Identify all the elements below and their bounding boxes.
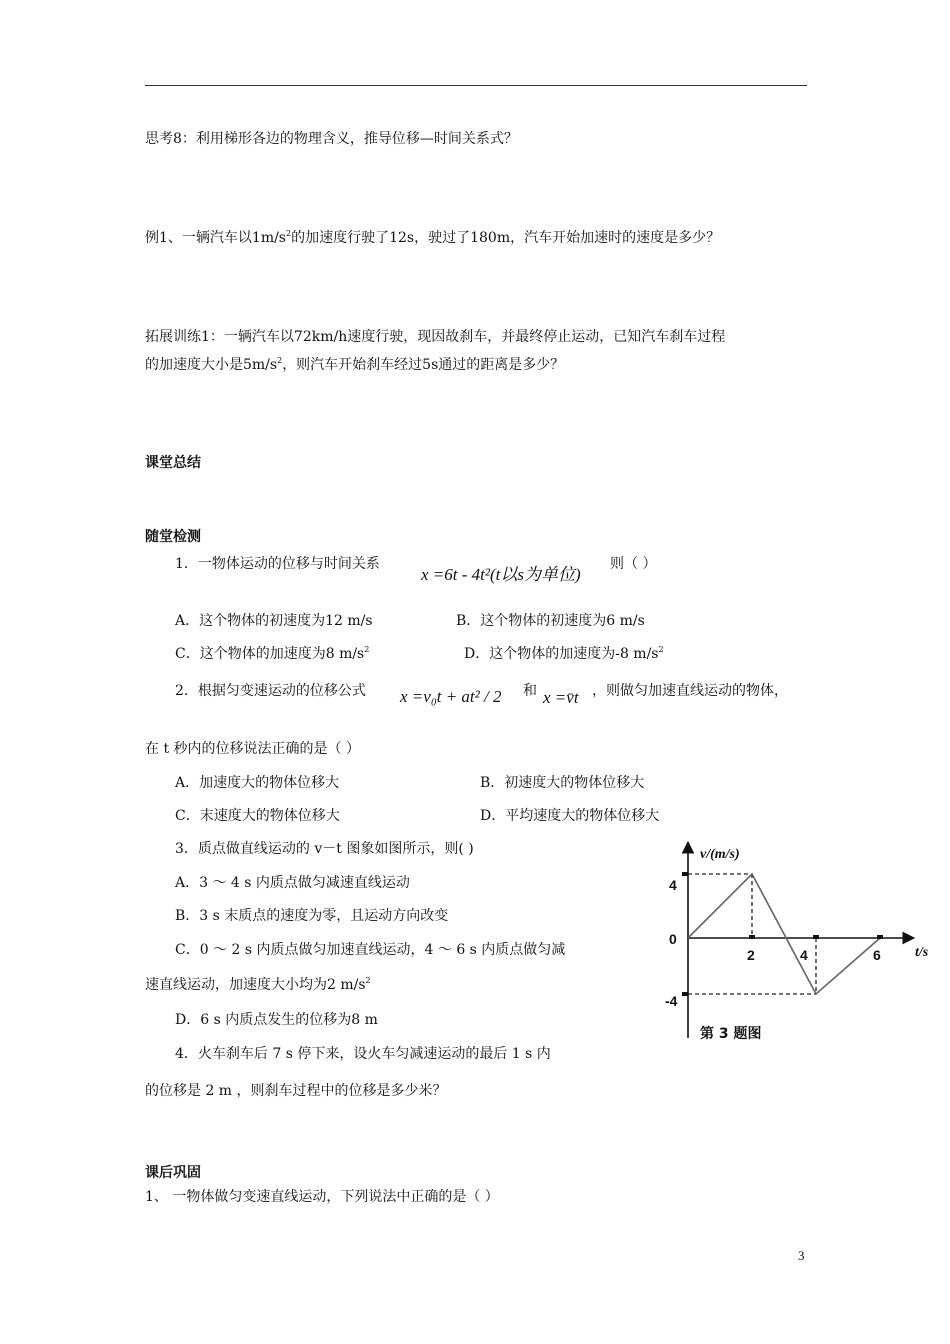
q2-stem: 2．根据匀变速运动的位移公式	[175, 683, 366, 699]
figure-caption: 第 3 题图	[700, 1026, 762, 1042]
q2-formula-2: x =v̄t	[543, 688, 579, 707]
x-axis-label: t/s	[915, 945, 929, 960]
extension1-line1: 拓展训练1：一辆汽车以72km/h速度行驶，现因故刹车，并最终停止运动，已知汽车刹车过程	[145, 329, 726, 345]
example1-question: 例1、一辆汽车以$1m/s^2$的加速度行驶了12s，驶过了180m，汽车开始加速时的速度是多少？	[145, 229, 721, 246]
q1-option-b: B．这个物体的初速度为6 m/s	[456, 613, 645, 629]
homework-heading: 课后巩固	[145, 1165, 201, 1181]
header-rule	[145, 85, 807, 86]
y-axis-label: v/(m/s)	[700, 847, 740, 862]
x-tick-2: 2	[747, 947, 755, 963]
y-tick-0: 0	[669, 931, 677, 947]
y-tick-neg4: -4	[665, 993, 678, 1009]
q1-formula: x =6t - 4t²(t以s为单位)	[421, 565, 581, 584]
q3-stem: 3．质点做直线运动的 v－t 图象如图所示，则( )	[175, 841, 474, 857]
q3-option-c-line2: 速直线运动，加速度大小均为2 $m/s^2$	[145, 976, 371, 993]
q2-line2: 在 t 秒内的位移说法正确的是（ ）	[145, 741, 360, 757]
extension1-line2: 的加速度大小是$5m/s^2$，则汽车开始刹车经过5s通过的距离是多少？	[145, 356, 565, 373]
homework-question-1: 1、 一物体做匀变速直线运动，下列说法中正确的是（ ）	[145, 1189, 499, 1205]
q2-and: 和	[523, 683, 537, 699]
summary-heading: 课堂总结	[145, 455, 201, 471]
q2-formula-1: x =v₀t + at² / 2	[400, 687, 502, 706]
x-tick-4: 4	[800, 947, 808, 963]
q3-option-c-line1: C．0 ～ 2 s 内质点做匀加速直线运动，4 ～ 6 s 内质点做匀减	[175, 942, 566, 958]
vt-line	[688, 874, 880, 994]
q3-option-b: B．3 s 末质点的速度为零，且运动方向改变	[175, 908, 449, 924]
vt-graph-figure	[660, 838, 945, 1060]
q1-stem: 1．一物体运动的位移与时间关系	[175, 556, 380, 572]
q1-option-d: D．这个物体的加速度为-8 $m/s^2$	[464, 645, 664, 662]
q4-line1: 4．火车刹车后 7 s 停下来，设火车匀减速运动的最后 1 s 内	[175, 1046, 551, 1062]
y-tick-4: 4	[669, 877, 677, 893]
q2-tail: ，则做匀加速直线运动的物体，	[592, 683, 788, 699]
q3-option-d: D．6 s 内质点发生的位移为8 m	[175, 1012, 378, 1028]
q1-tail: 则（ ）	[610, 556, 657, 572]
q1-option-a: A．这个物体的初速度为12 m/s	[175, 613, 373, 629]
q2-option-b: B．初速度大的物体位移大	[480, 775, 645, 791]
page-number: 3	[798, 1248, 805, 1263]
think8-question: 思考8：利用梯形各边的物理含义，推导位移—时间关系式？	[145, 131, 518, 147]
q1-option-c: C．这个物体的加速度为8 $m/s^2$	[175, 645, 370, 662]
quiz-heading: 随堂检测	[145, 529, 201, 545]
q4-line2: 的位移是 2 m ，则刹车过程中的位移是多少米？	[145, 1083, 447, 1099]
q2-option-c: C．末速度大的物体位移大	[175, 808, 340, 824]
q3-option-a: A．3 ～ 4 s 内质点做匀减速直线运动	[175, 875, 410, 891]
q2-option-a: A．加速度大的物体位移大	[175, 775, 340, 791]
q2-option-d: D．平均速度大的物体位移大	[480, 808, 660, 824]
x-tick-6: 6	[873, 947, 881, 963]
